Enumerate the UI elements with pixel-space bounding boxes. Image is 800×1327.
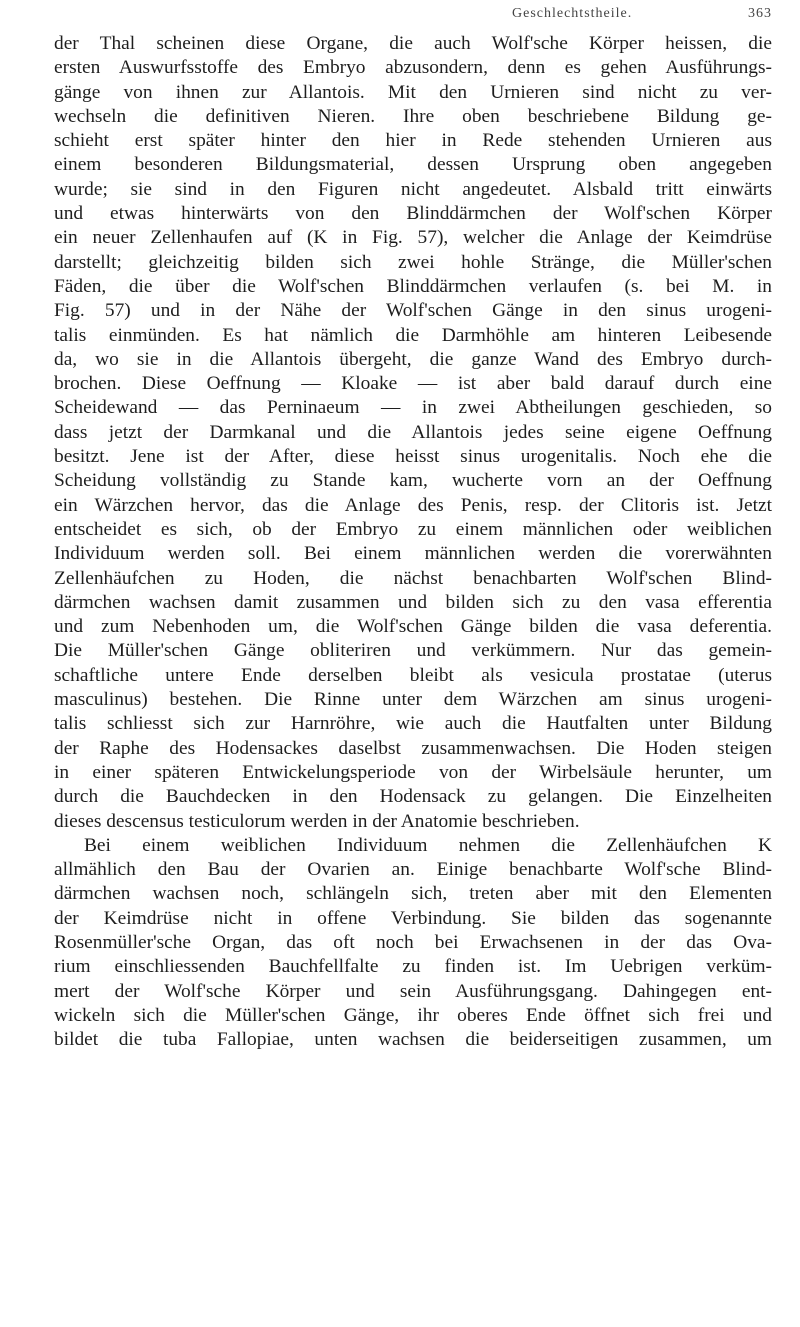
text-line: rium einschliessenden Bauchfellfalte zu finden ist. Im Uebrigen verküm- bbox=[54, 956, 772, 978]
text-line: besitzt. Jene ist der After, diese heisst sinus urogenitalis. Noch ehe die bbox=[54, 446, 772, 468]
text-line: darstellt; gleichzeitig bilden sich zwei hohle Stränge, die Müller'schen bbox=[54, 251, 772, 273]
text-line: gänge von ihnen zur Allantois. Mit den Urnieren sind nicht zu ver- bbox=[54, 81, 772, 103]
page-number: 363 bbox=[748, 6, 772, 21]
text-line: schieht erst später hinter den hier in Rede stehenden Urnieren aus bbox=[54, 130, 772, 152]
text-line: talis schliesst sich zur Harnröhre, wie auch die Hautfalten unter Bildung bbox=[54, 713, 772, 735]
running-title: Geschlechtstheile. bbox=[512, 6, 633, 21]
text-line: wurde; sie sind in den Figuren nicht angedeutet. Alsbald tritt einwärts bbox=[54, 178, 772, 200]
text-line: der Thal scheinen diese Organe, die auch Wolf'sche Körper heissen, die bbox=[54, 33, 772, 54]
text-line: einem besonderen Bildungsmaterial, dessen Ursprung oben angegeben bbox=[54, 154, 772, 176]
text-line: da, wo sie in die Allantois übergeht, die ganze Wand des Embryo durch- bbox=[54, 348, 772, 370]
text-line: Rosenmüller'sche Organ, das oft noch bei Erwachsenen in der das Ova- bbox=[54, 931, 772, 953]
text-line: und etwas hinterwärts von den Blinddärmchen der Wolf'schen Körper bbox=[54, 203, 772, 225]
text-line: masculinus) bestehen. Die Rinne unter dem Wärzchen am sinus urogeni- bbox=[54, 689, 772, 711]
text-line: talis einmünden. Es hat nämlich die Darmhöhle am hinteren Leibesende bbox=[54, 324, 772, 346]
text-line: in einer späteren Entwickelungsperiode von der Wirbelsäule herunter, um bbox=[54, 761, 772, 783]
text-line: durch die Bauchdecken in den Hodensack zu gelangen. Die Einzelheiten bbox=[54, 786, 772, 808]
text-line: brochen. Diese Oeffnung — Kloake — ist aber bald darauf durch eine bbox=[54, 373, 772, 395]
text-line: entscheidet es sich, ob der Embryo zu einem männlichen oder weiblichen bbox=[54, 518, 772, 540]
text-line: därmchen wachsen damit zusammen und bilden sich zu den vasa efferentia bbox=[54, 591, 772, 613]
text-line: ersten Auswurfsstoffe des Embryo abzusondern, denn es gehen Ausführungs- bbox=[54, 57, 772, 79]
text-line: der Keimdrüse nicht in offene Verbindung. Sie bilden das sogenannte bbox=[54, 907, 772, 929]
text-line: Individuum werden soll. Bei einem männlichen werden die vorerwähnten bbox=[54, 543, 772, 565]
text-line: Die Müller'schen Gänge obliteriren und verkümmern. Nur das gemein- bbox=[54, 640, 772, 662]
text-line: und zum Nebenhoden um, die Wolf'schen Gänge bilden die vasa deferentia. bbox=[54, 616, 772, 638]
running-head bbox=[0, 6, 800, 26]
text-line: dass jetzt der Darmkanal und die Allantois jedes seine eigene Oeffnung bbox=[54, 421, 772, 443]
body-text bbox=[54, 32, 772, 1052]
text-line: dieses descensus testiculorum werden in der Anatomie beschrieben. bbox=[54, 810, 580, 832]
text-line: wechseln die definitiven Nieren. Ihre oben beschriebene Bildung ge- bbox=[54, 105, 772, 127]
text-line: Scheidung vollständig zu Stande kam, wucherte vorn an der Oeffnung bbox=[54, 470, 772, 492]
text-line: därmchen wachsen noch, schlängeln sich, treten aber mit den Elementen bbox=[54, 883, 772, 905]
text-line: ein Wärzchen hervor, das die Anlage des Penis, resp. der Clitoris ist. Jetzt bbox=[54, 494, 772, 516]
text-line: mert der Wolf'sche Körper und sein Ausführungsgang. Dahingegen ent- bbox=[54, 980, 772, 1002]
text-line: Bei einem weiblichen Individuum nehmen die Zellenhäufchen K bbox=[84, 834, 772, 856]
text-line: schaftliche untere Ende derselben bleibt als vesicula prostatae (uterus bbox=[54, 664, 772, 686]
text-line: Zellenhäufchen zu Hoden, die nächst benachbarten Wolf'schen Blind- bbox=[54, 567, 772, 589]
text-line: Fäden, die über die Wolf'schen Blinddärmchen verlaufen (s. bei M. in bbox=[54, 275, 772, 297]
text-line: Scheidewand — das Perninaeum — in zwei Abtheilungen geschieden, so bbox=[54, 397, 772, 419]
text-line: allmählich den Bau der Ovarien an. Einige benachbarte Wolf'sche Blind- bbox=[54, 859, 772, 881]
text-line: bildet die tuba Fallopiae, unten wachsen die beiderseitigen zusammen, um bbox=[54, 1029, 772, 1051]
text-line: der Raphe des Hodensackes daselbst zusammenwachsen. Die Hoden steigen bbox=[54, 737, 772, 759]
text-line: wickeln sich die Müller'schen Gänge, ihr oberes Ende öffnet sich frei und bbox=[54, 1004, 772, 1026]
text-line: ein neuer Zellenhaufen auf (K in Fig. 57), welcher die Anlage der Keimdrüse bbox=[54, 227, 772, 249]
text-line: Fig. 57) und in der Nähe der Wolf'schen Gänge in den sinus urogeni- bbox=[54, 300, 772, 322]
